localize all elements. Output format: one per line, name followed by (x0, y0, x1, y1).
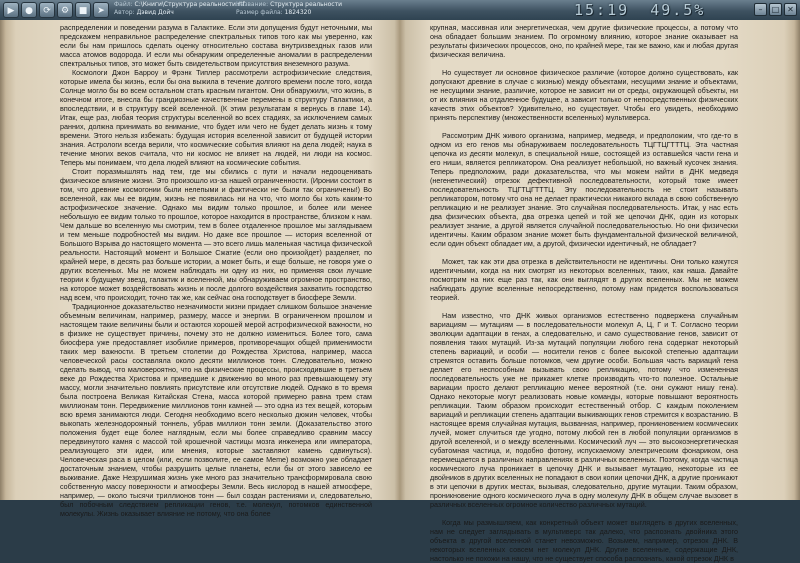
left-paragraph-4: Традиционное доказательство незначимости жизни придает слишком большое значение объемным величинам, например, размеру, массе и энергии. В ограниченном прошлом и настоящем такие величины были и остаются хорошей мерой астрофизической важности, но в физике не существует причины, почему это не должно измениться. Более того, сама биосфера уже предоставляет изобилие примеров, противоречащих общей применимости таких мер важности. В третьем столетии до Рождества Христова, например, масса человеческой расы составляла около десяти миллионов тонн. Следовательно, можно сделать вывод, что маловероятно, что на физические процессы, происходившие в третьем веке до Рождества Христова и приведшие к движению во много раз превышающему эту массу, могли значительно повлиять присутствие или отсутствие людей. Однако в то время была построена Великая Китайская Стена, масса которой примерно равна трем стам миллионам тонн. Передвижение миллионов тонн камней — это одна из тех вещей, которым всю время занимаются люди. Сегодня необходимо всего несколько дюжин человек, чтобы выкопать железнодорожный тоннель, убрав миллион тонн земли. (Доказательство этого положения будет еще более наглядным, если мы более справедливо сравним массу передвинутого камня с массой той крошечной частицы мозга инженера или императора, реализующего эти идеи, или мнения, которые заставляют камень сдвинуться). Человеческая раса в целом (или, если позволите, ее самое Meme) возможно уже обладает достаточным знанием, чтобы разрушить целые планеты, если бы от этого зависело ее выживание. Даже Незрушимая жизнь уже много раз значительно трансформировала свою собственную массу поверхности и атмосферы Земли. Весь кислород в нашей атмосфере, например, — около тысячи триллионов тонн — был создан растениями и, следовательно, был побочным следствием репликации генов, т.е. молекул, потомков единственной молекулы. Жизнь оказывает влияние не потому, что она более (60, 302, 372, 518)
toolbar (0, 0, 800, 21)
author-label: Автор: (114, 9, 135, 16)
right-paragraph-1: крупная, массивная или энергетическая, чем другие физические процессы, а потому что она обладает большим знанием. По огромному влиянию, которое знание оказывает на результаты физических процессов, оно, по крайней мере, так же важно, как и любая другая физическая величина. (430, 23, 738, 59)
author-name: Дэвид Дойч (136, 9, 174, 16)
left-paragraph-2: Космологи Джон Барроу и Фрэнк Типлер рассмотрели астрофизические следствия, которые имела бы жизнь, если бы она выжила в течение долгого времени после того, когда Солнце могло бы во всем остальном стать красным гигантом. Они обнаружили, что жизнь, в конечном итоге, внесла бы грандиозные качественные перемены в структуру Галактики, а впоследствии, и в структуру всей вселенной. (К этим результатам я вернусь в главе 14). Итак, еще раз, любая теория структуры вселенной во всех стадиях, за исключением самых ранних, должна принимать во внимание, что будет или чего не будет делать жизнь к тому времени. Этого нельзя избежать: будущая история вселенной зависит от будущей истории знания. Астрологи всегда верили, что космические события влияют на дела людей; наука в течение многих веков считала, что ни космос не влияет на людей, ни люди на космос. Теперь мы понимаем, что дела людей влияют на космические события. (60, 68, 372, 167)
left-page[interactable] (0, 20, 400, 518)
file-info-left (114, 1, 245, 17)
minimize-icon[interactable]: – (754, 3, 767, 16)
play-icon[interactable]: ▶ (3, 2, 19, 18)
status-readout (574, 1, 705, 19)
refresh-icon[interactable]: ⟳ (39, 2, 55, 18)
file-label: Файл: (114, 1, 133, 8)
gear-icon[interactable]: ⚙ (57, 2, 73, 18)
right-paragraph-5: Нам известно, что ДНК живых организмов естественно подвержена случайным вариациям — мутациям — в последовательности молекул А, Ц, Г и Т. Согласно теории эволюции адаптации в генах, а следовательно, и само существование генов, зависит от появления таких мутаций. Из-за мутаций популяции любого гена содержат некоторый степень вариаций, и особи — носители генов с более высокой степенью адаптации стремятся оставить больше потомков, чем другие особи. Большая часть вариаций гена делает его неспособным вызывать свою репликацию, потому что измененная последовательность уже не прикажет клетке производить что-то полезное. Остальные вариации просто делают репликацию менее вероятной (т.е. они сужают нишу гена). Однако некоторые могут реализовать новые команды, которые повышают вероятность репликации. Таким образом происходит естественный отбор. С каждым поколением вариаций и репликации степень адаптации выживающих генов стремится к возрастанию. В настоящее время случайная мутация, вызванная, например, проникновением космических лучей, может случиться где угодно, потому любой ген в любой популяции организмов в другой вселенной, и о между вселенными. Космический луч — это высокоэнергетическая субатомная частица, и, подобно фотону, испускаемому электрическим фонариком, она перемещается в различных направлениях в различных вселенных. Поэтому, когда частица космического луча проникает в цепочку ДНК и вызывает мутацию, некоторые из ее двойников в других вселенных не попадают в свои копии цепочки ДНК, а другие проникают в эти цепочки в других местах, вызывая, следовательно, другие мутации. Таким образом, проникновение одного космического луча в одну молекулу ДНК в общем случае вызовет в различных вселенных огромное количество различных мутаций. (430, 311, 738, 509)
file-path: C:\Книги\Структура реальности.rtf (134, 1, 245, 8)
file-size: 1824320 (284, 9, 312, 16)
clock: 15:19 (574, 1, 630, 19)
left-paragraph-3: Стоит поразмышлять над тем, где мы сбились с пути и начали недооценивать физическое влияние жизни. Это произошло из-за нашей ограниченности. (Иронии состоит в том, что древние космогонии были нелепыми и фактически не были так ограничены!) Во вселенной, как мы ее видим, жизнь не появилась ни на что, что могло бы хоть каким-то астрофизическое значение. Однако мы видим только прошлое, и более или менее небольшую ее видим только то прошлое, которое находится в пространстве, близком к нам. Чем дальше во вселенную мы смотрим, тем в более отдаленное прошлое мы заглядываем и тем меньше подробностей мы видим. Но даже все прошлое — история вселенной от Большого Взрыва до настоящего момента — это всего лишь маленькая частица физической реальности. Настоящий момент и Большое Сжатие (если оно произойдет) разделяет, по крайней мере, в десять раз больше истории, а может быть, и еще больше, не говоря уже о других вселенных. Мы не можем наблюдать ни одну из них, но применяя свои лучшие теории к будущему звезд, галактик и вселенной, мы обнаруживаем огромное пространство, на которое может воздействовать жизнь и после долгого воздействия захватить господство над всем, что происходит, точно так же, как сейчас она господствует в биосфере Земли. (60, 167, 372, 302)
arrow-icon[interactable]: ➤ (93, 2, 109, 18)
right-page[interactable] (400, 20, 800, 563)
file-info-right (236, 1, 342, 17)
right-paragraph-6: Когда мы размышляем, как конкретный объект может выглядеть в других вселенных, нам не следует заглядывать в мультиверс так далеко, что распознать двойника этого объекта в другой вселенной станет невозможно. Возьмем, например, отрезок ДНК. В некоторых вселенных совсем нет молекул ДНК. Другие вселенные, содержащие ДНК, настолько не похожи на нашу, что не существует способа распознать, какой отрезок ДНК в (430, 518, 738, 563)
record-icon[interactable]: ● (21, 2, 37, 18)
page-edge-left (0, 20, 6, 500)
maximize-icon[interactable]: □ (769, 3, 782, 16)
close-icon[interactable]: ✕ (784, 3, 797, 16)
right-paragraph-3: Рассмотрим ДНК живого организма, например, медведя, и предположим, что где-то в одном из его генов мы обнаруживаем последовательность ТЦГТЦГТТТЦ. Эта частная цепочка из десяти молекул, в специальной нише, состоящей из оставшейся части гена и его ниши, является репликатором. Она реализует небольшой, но важный кусочек знания. Теперь предположим, ради доказательства, что мы можем найти в ДНК медведя (негенетический) отрезок дефективной последовательности, который тоже имеет последовательность ТЦГТЦГТТТЦ. Эту последовательность не стоит называть репликатором, потому что она не делает практически никакого вклада в свою собственную репликацию и не реализует знание. Это случайная последовательность. Итак, у нас есть два физических объекта, два отрезка цепей и той же цепочки ДНК, один из которых реализует знание, а другой является случайной последовательностью. Но они физически идентичны. Каким образом знание может быть фундаментальной физической величиной, если один объект обладает им, а другой, физически идентичный, не обладает? (430, 131, 738, 248)
page-edge-right (794, 20, 800, 500)
progress-percent: 49.5% (650, 1, 706, 19)
book-title: Структура реальности (270, 1, 343, 8)
folder-icon[interactable]: ■ (75, 2, 91, 18)
book-spread (0, 20, 800, 563)
right-paragraph-2: Но существует ли основное физическое различие (которое должно существовать, как допускают древние в случае с жизнью) между объектами, несущими знание и объектами, не несущими знание, различие, которое не зависит ни от среды, окружающей объекты, ни от их влияния на отдаленное будущее, а зависит только от непосредственных физических качеств этих объектов? Удивительно, но существует. Чтобы его увидеть, необходимо принять перспективу (множественности вселенных) мультиверса. (430, 68, 738, 122)
size-label: Размер файла: (236, 9, 283, 16)
title-label: Название: (236, 1, 269, 8)
left-paragraph-1: распределении и поведении разума в Галактике. Если эти допущения будут неточными, мы предскажем неправильное распределение спектральных типов того как мы уверенно, как если бы нам пришлось сделать оценку относительно состава внутризвездных газов или масса атомов водорода. И если мы обнаружим определенные аномалии в распределении спектральных типов, это может быть свидетельством присутствия внеземного разума. (60, 23, 372, 68)
right-paragraph-4: Может, так как эти два отрезка в действительности не идентичны. Они только кажутся идентичными, когда на них смотрят из некоторых вселенных, таких, как наша. Давайте посмотрим на них еще раз так, как они выглядят в других вселенных. Мы не можем наблюдать другие вселенные непосредственно, потому нам придется воспользоваться теорией. (430, 257, 738, 302)
